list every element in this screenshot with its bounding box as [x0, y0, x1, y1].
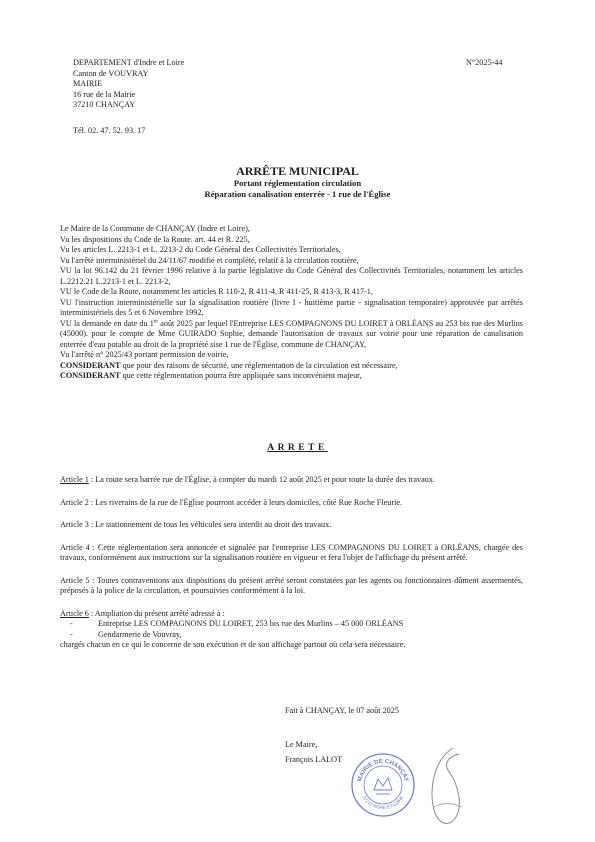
issuer-header: [73, 58, 293, 111]
article-label: Article 3: [60, 520, 89, 529]
signatory-role: Le Maire,: [285, 739, 318, 749]
seal-top-text: MAIRIE DE CHANÇAY: [357, 758, 409, 783]
article-5: Article 5 : Toutes contraventions aux dispositions du présent arrêté seront constatées par les agents ou fonctionnaires dûment assermentés, préposés à la police de la circulation, et poursuivies conformément à la loi.: [60, 575, 523, 595]
article-2: Article 2 : Les riverains de la rue de l'Église pourront accéder à leurs domiciles, côté Rue Roche Fleurie.: [60, 497, 403, 507]
preamble-permission: Vu l'arrêté n° 2025/43 portant permission de voirie,: [60, 350, 229, 359]
article-label: Article 5: [60, 575, 90, 585]
preamble-line: Vu les dispositions du Code de la Route. art. 44 et R. 225,: [60, 234, 250, 244]
recipients-list: [60, 619, 523, 640]
article-6: Article 6 : Ampliation du présent arrêté adressé à : - Entreprise LES COMPAGNONS DU LOIRET, 253 bis rue des Murlins – 45 000 ORLÉANS - Gendarmerie de Vouvray, chargés chacun en ce qui le concerne de son exécution et de son affichage partout où cela sera nécessaire.: [60, 609, 523, 651]
preamble-line: Le Maire de la Commune de CHANÇAY (Indre et Loire),: [60, 224, 250, 233]
header-line-address: 16 rue de la Mairie: [73, 89, 136, 99]
considerant-1: CONSIDERANT que pour des raisons de sécurité, une réglementation de la circulation est nécessaire,: [60, 360, 398, 370]
article-label: Article 4: [60, 542, 90, 552]
article-4: Article 4 : Cette réglementation sera annoncée et signalée par l'entreprise LES COMPAGNONS DU LOIRET à ORLÉANS, chargée des travaux, conformément aux instructions sur la signalisation routière en vigueur et fera l'objet de l'affichage du présent arrêté.: [60, 542, 523, 562]
document-title: ARRÊTE MUNICIPAL: [236, 164, 359, 178]
article-label: Article 6: [60, 608, 89, 618]
arrete-heading: ARRETE: [267, 443, 328, 453]
article-label: Article 1: [60, 475, 89, 484]
arrete-reference-number: N°2025-44: [466, 58, 503, 67]
document-object: Réparation canalisation enterrée - 1 rue de l'Église: [204, 189, 391, 199]
execution-clause: chargés chacun en ce qui le concerne de son exécution et de son affichage partout où cela sera nécessaire.: [60, 640, 406, 649]
articles-section: [60, 475, 523, 663]
article-1: Article 1 : La route sera barrée rue de l'Église, à compter du mardi 12 août 2025 et pour toute la durée des travaux.: [60, 475, 436, 484]
article-3: Article 3 : Le stationnement de tous les véhicules sera interdit au droit des travaux.: [60, 520, 332, 529]
header-line-mairie: MAIRIE: [73, 79, 103, 88]
signatory-name: François LALOT: [285, 755, 343, 764]
header-line-canton: Canton de VOUVRAY: [73, 68, 149, 78]
preamble-line: VU le Code de la Route, notamment les articles R 110-2, R 411-4, R 411-25, R 413-3, R 417-1,: [60, 287, 373, 296]
seal-bottom-text: 37210 INDRE-ET-LOIRE: [361, 794, 405, 811]
place-and-date: Fait à CHANÇAY, le 07 août 2025: [285, 706, 399, 715]
recipient-item: - Entreprise LES COMPAGNONS DU LOIRET, 253 bis rue des Murlins – 45 000 ORLÉANS: [60, 619, 523, 630]
preamble-line: VU la loi 96.142 du 21 février 1996 relative à la partie législative du Code Général des Collectivités Territoriales, notamment les articles L.2212.21 L.2213-1 et L. 2213-2,: [60, 266, 523, 286]
header-line-department: DEPARTEMENT d'Indre et Loire: [73, 58, 185, 67]
preamble: [60, 224, 523, 382]
title-block: [0, 164, 595, 200]
recipient-item: - Gendarmerie de Vouvray,: [60, 630, 523, 641]
preamble-line: Vu l'arrêté interministériel du 24/11/67 modifié et complété, relatif à la circulation routière,: [60, 255, 359, 265]
article-label: Article 2: [60, 497, 89, 507]
header-line-city: 37210 CHANÇAY: [73, 100, 136, 109]
header-phone: Tél. 02. 47. 52. 93. 17: [73, 126, 146, 135]
considerant-2: CONSIDERANT que cette réglementation pourra être appliquée sans inconvénient majeur,: [60, 371, 362, 380]
preamble-line: VU l'instruction interministérielle sur la signalisation routière (livre I - huitième partie - signalisation temporaire) approuvée par arrêtés interministériels des 5 et 6 Novembre 1992,: [60, 297, 523, 317]
handwritten-signature: [425, 745, 470, 830]
preamble-demande: VU la demande en date du 1er août 2025 par lequel l'Entreprise LES COMPAGNONS DU LOIRET à ORLÉANS au 253 bis rue des Murlins (45000). pour le compte de Mme GUIRADO Sophie, demande l'autorisation de travaux sur voirie pour une réparation de canalisation enterrée d'eau potable au droit de la propriété sise 1 rue de l'Église, commune de CHANÇAY,: [60, 317, 523, 349]
document-subtitle: Portant réglementation circulation: [233, 178, 362, 188]
preamble-line: Vu les articles L. 2213-1 et L. 2213-2 du Code Général des Collectivités Territoriales,: [60, 245, 341, 254]
municipal-seal-stamp: [350, 752, 416, 818]
